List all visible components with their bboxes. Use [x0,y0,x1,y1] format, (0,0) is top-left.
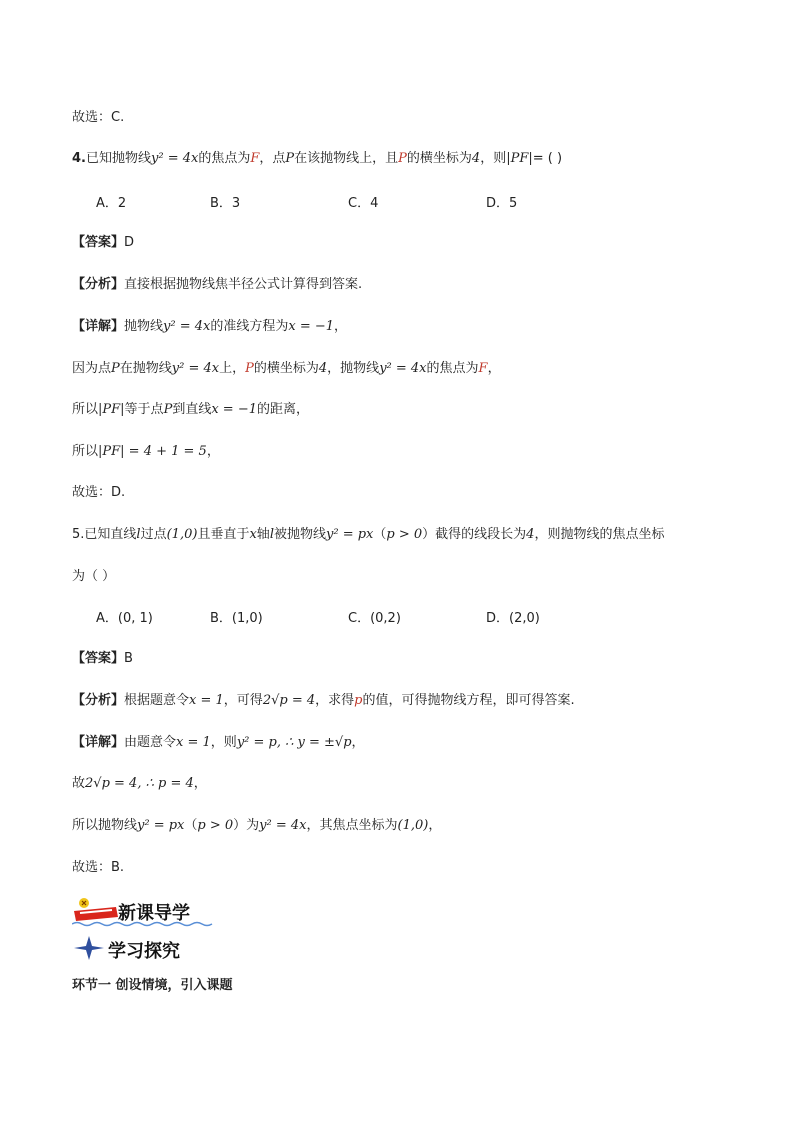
section-title-new-lesson: 新课导学 [118,903,190,924]
detail-4-conclusion: 故选：D. [72,485,126,500]
option-b: B．3 [210,196,241,211]
detail-4-line-4: 所以|PF| = 4 + 1 = 5， [72,444,220,459]
detail-5-conclusion: 故选：B. [72,860,125,875]
option-a: A．2 [96,196,127,211]
option-c: C．4 [348,196,379,211]
detail-4-line-3: 所以|PF|等于点P到直线x = −1的距离， [72,402,309,417]
subsection-title: 环节一 创设情境，引入课题 [72,978,233,993]
wavy-underline [72,921,222,927]
detail-5-line-3: 所以抛物线y² = px（p > 0）为y² = 4x，其焦点坐标为(1,0)， [72,818,442,833]
detail-5-line-2: 故2√p = 4, ∴ p = 4， [72,776,207,791]
detail-4-line-1: 【详解】抛物线y² = 4x的准线方程为x = −1， [72,319,348,334]
option-c: C．(0,2) [348,611,401,626]
detail-5-line-1: 【详解】由题意令x = 1，则y² = p, ∴ y = ±√p， [72,735,365,750]
analysis-5: 【分析】根据题意令x = 1，可得2√p = 4，求得p的值，可得抛物线方程，即可得答案. [72,693,575,708]
question-5-line-1: 5.已知直线l过点(1,0)且垂直于x轴l被抛物线y² = px（p > 0）截得的线段长为4，则抛物线的焦点坐标 [72,527,665,542]
detail-4-line-2: 因为点P在抛物线y² = 4x上，P的横坐标为4，抛物线y² = 4x的焦点为F， [72,361,501,376]
answer-5: 【答案】B [72,651,133,666]
section-new-lesson-header [72,893,222,927]
section-title-study-explore: 学习探究 [108,941,180,962]
option-d: D．(2,0) [486,611,540,626]
previous-answer-line: 故选：C. [72,110,125,125]
question-4: 4.已知抛物线y² = 4x的焦点为F，点P在该抛物线上，且P的横坐标为4，则|PF|= ( ) [72,151,563,166]
analysis-4: 【分析】直接根据抛物线焦半径公式计算得到答案. [72,277,363,292]
option-d: D．5 [486,196,518,211]
question-5-line-2: 为（ ） [72,569,116,584]
answer-4: 【答案】D [72,235,135,250]
option-b: B．(1,0) [210,611,263,626]
star-icon [72,934,106,962]
section-study-explore-header [72,934,242,964]
option-a: A．(0, 1) [96,611,153,626]
